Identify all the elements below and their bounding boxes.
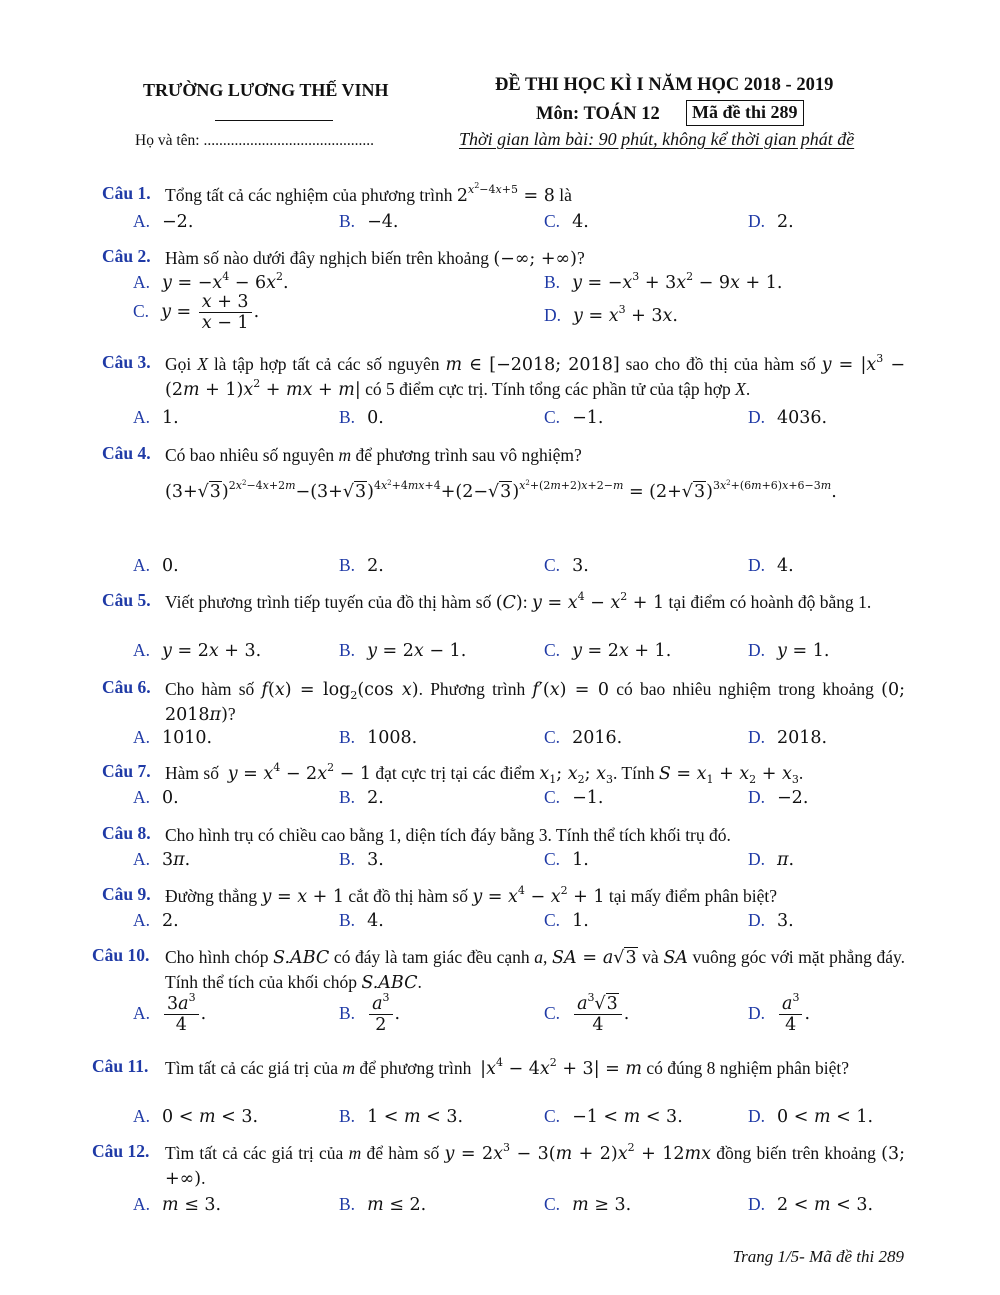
question-label: Câu 6.	[102, 677, 151, 697]
question-stem: Gọi X là tập hợp tất cả các số nguyên m ∈ [−2018; 2018] sao cho đồ thị của hàm số $y = |x^3 - (2m + 1)x^2$ + mx + m| có 5 điểm cực trị. Tính tổng các phần tử của tập hợp X.	[165, 352, 906, 400]
option-a[interactable]: A. 1.	[133, 407, 179, 428]
option-a[interactable]: A. −2.	[133, 211, 194, 232]
option-b[interactable]: B. $\frac{a^3}{2}$ .	[339, 991, 401, 1035]
option-c[interactable]: C. 3.	[544, 555, 589, 576]
option-d[interactable]: D. 4.	[748, 555, 794, 576]
option-c[interactable]: C. y = 2x + 1.	[544, 640, 672, 661]
option-b[interactable]: B. 1 < m < 3.	[339, 1106, 464, 1127]
option-c[interactable]: C. 2016.	[544, 727, 623, 748]
question-label: Câu 2.	[102, 246, 151, 266]
question-label: Câu 8.	[102, 823, 151, 843]
exam-time: Thời gian làm bài: 90 phút, không kể thời gian phát đề	[459, 129, 855, 149]
option-d[interactable]: D. $y = x^3 + 3x$.	[544, 303, 678, 326]
option-d[interactable]: D. 2 < m < 3.	[748, 1194, 874, 1215]
page-footer: Trang 1/5- Mã đề thi 289	[732, 1247, 904, 1266]
exam-title: ĐỀ THI HỌC KÌ I NĂM HỌC 2018 - 2019	[495, 75, 834, 95]
option-d[interactable]: D. 2018.	[748, 727, 828, 748]
option-c[interactable]: C. 4.	[544, 211, 589, 232]
question-label: Câu 12.	[92, 1141, 150, 1161]
question-stem: Tìm tất cả các giá trị của m để phương trình $|x^4 - 4x^2 + 3| = m$ có đúng 8 nghiệm phân biệt?	[165, 1056, 850, 1079]
option-c[interactable]: C. y = $\frac{x + 3}{x - 1}$ .	[133, 292, 260, 333]
option-c[interactable]: C. 1.	[544, 849, 589, 870]
option-c[interactable]: C. m ≥ 3.	[544, 1194, 632, 1215]
question-stem: Viết phương trình tiếp tuyến của đồ thị hàm số (C): $y = x^4 - x^2 + 1$ tại điểm có hoành độ bằng 1.	[165, 590, 872, 613]
question-stem: Cho hình trụ có chiều cao bằng 1, diện tích đáy bằng 3. Tính thể tích khối trụ đó.	[165, 825, 731, 845]
option-c[interactable]: C. −1.	[544, 407, 604, 428]
option-c[interactable]: C. −1.	[544, 787, 604, 808]
option-a[interactable]: A. 3π.	[133, 849, 191, 870]
option-b[interactable]: B. $y = -x^3 + 3x^2 - 9x + 1$.	[544, 270, 783, 293]
student-name-line: Họ và tên: ............................................	[135, 132, 374, 149]
option-a[interactable]: A. m ≤ 3.	[133, 1194, 222, 1215]
question-stem: Tìm tất cả các giá trị của m để hàm số $y = 2x^3 - 3(m + 2)x^2 + 12mx$ đồng biến trên khoảng (3; +∞).	[165, 1141, 906, 1189]
equation: $(3+√3)^{2x^2-4x+2m}-(3+√3)^{4x^2+4mx+4}+(2-√3)^{x^2+(2m+2)x+2-m} = (2+√3)^{3x^2+(6m+6)x+6-3m}$.	[165, 479, 837, 502]
option-d[interactable]: D. $\frac{a^3}{4}$ .	[748, 991, 811, 1035]
option-a[interactable]: A. $\frac{3a^3}{4}$ .	[133, 991, 207, 1035]
option-a[interactable]: A. 2.	[133, 910, 179, 931]
option-a[interactable]: A. y = 2x + 3.	[133, 640, 262, 661]
option-a[interactable]: A. $y = -x^4 - 6x^2$.	[133, 270, 289, 293]
option-d[interactable]: D. 0 < m < 1.	[748, 1106, 874, 1127]
question-label: Câu 7.	[102, 761, 151, 781]
option-c[interactable]: C. $\frac{a^3√3}{4}$ .	[544, 991, 630, 1035]
option-a[interactable]: A. 1010.	[133, 727, 213, 748]
option-a[interactable]: A. 0.	[133, 555, 179, 576]
question-label: Câu 11.	[92, 1056, 149, 1076]
question-stem: Tổng tất cả các nghiệm của phương trình $2^{x^2-4x+5} = 8$ là	[165, 181, 572, 206]
option-a[interactable]: A. 0 < m < 3.	[133, 1106, 259, 1127]
option-d[interactable]: D. y = 1.	[748, 640, 830, 661]
subject: Môn: TOÁN 12	[536, 104, 660, 124]
school-underline	[215, 120, 333, 121]
question-stem: Có bao nhiêu số nguyên m để phương trình sau vô nghiệm?	[165, 445, 582, 465]
option-b[interactable]: B. y = 2x − 1.	[339, 640, 467, 661]
question-stem: Cho hình chóp S.ABC có đáy là tam giác đều cạnh a, SA = a√3 và SA vuông góc với mặt phẳng đáy. Tính thể tích của khối chóp S.ABC.	[165, 947, 905, 993]
option-d[interactable]: D. 3.	[748, 910, 794, 931]
question-label: Câu 3.	[102, 352, 151, 372]
option-b[interactable]: B. −4.	[339, 211, 399, 232]
option-d[interactable]: D. π.	[748, 849, 795, 870]
question-label: Câu 4.	[102, 443, 151, 463]
school-name: TRƯỜNG LƯƠNG THẾ VINH	[143, 80, 389, 100]
option-b[interactable]: B. 4.	[339, 910, 384, 931]
question-stem: Cho hàm số $f(x) = \log_2(\cos$ x). Phương trình f′(x) = 0 có bao nhiêu nghiệm trong khoảng (0; 2018π)?	[165, 679, 905, 725]
option-b[interactable]: B. 1008.	[339, 727, 418, 748]
question-stem: Đường thẳng y = x + 1 cắt đồ thị hàm số $y = x^4 - x^2 + 1$ tại mấy điểm phân biệt?	[165, 884, 778, 907]
question-label: Câu 1.	[102, 183, 151, 203]
option-c[interactable]: C. 1.	[544, 910, 589, 931]
option-d[interactable]: D. 2.	[748, 211, 794, 232]
question-stem: Hàm số nào dưới đây nghịch biến trên khoảng (−∞; +∞)?	[165, 248, 585, 269]
option-d[interactable]: D. 4036.	[748, 407, 828, 428]
option-b[interactable]: B. 3.	[339, 849, 384, 870]
question-label: Câu 5.	[102, 590, 151, 610]
option-c[interactable]: C. −1 < m < 3.	[544, 1106, 683, 1127]
question-label: Câu 9.	[102, 884, 151, 904]
option-a[interactable]: A. 0.	[133, 787, 179, 808]
option-b[interactable]: B. m ≤ 2.	[339, 1194, 427, 1215]
option-d[interactable]: D. −2.	[748, 787, 809, 808]
exam-code-box: Mã đề thi 289	[686, 100, 804, 126]
option-b[interactable]: B. 2.	[339, 555, 384, 576]
option-b[interactable]: B. 2.	[339, 787, 384, 808]
option-b[interactable]: B. 0.	[339, 407, 384, 428]
question-label: Câu 10.	[92, 945, 150, 965]
question-stem: Hàm số $y = x^4 - 2x^2 - 1$ đạt cực trị tại các điểm $x_1$; $x_2$; $x_3$. Tính $S = x_1 + x_2 + x_3$.	[165, 761, 804, 786]
